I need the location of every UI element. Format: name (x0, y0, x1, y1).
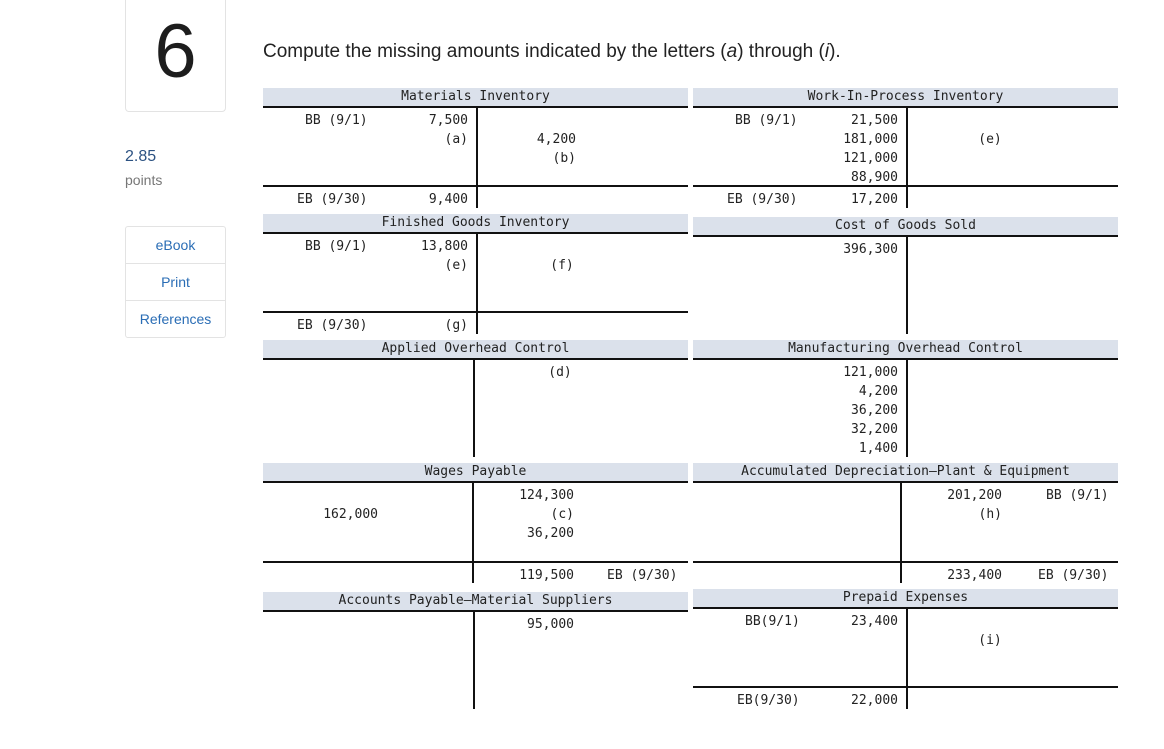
account-title: Finished Goods Inventory (263, 214, 688, 234)
account-title: Work-In-Process Inventory (693, 88, 1118, 108)
eb-label: EB (9/30) (1038, 568, 1109, 583)
debit-amount: 396,300 (843, 242, 898, 257)
t-divider (906, 360, 908, 457)
credit-amount: (i) (978, 633, 1002, 648)
bb-label: BB (9/1) (735, 113, 798, 128)
credit-amount: 124,300 (519, 488, 574, 503)
debit-amount: 32,200 (851, 422, 898, 437)
debit-amount: 88,900 (851, 170, 898, 185)
balance-line (263, 561, 688, 563)
points-value: 2.85 (125, 148, 157, 165)
debit-amount: (e) (444, 258, 468, 273)
t-divider (473, 360, 475, 457)
balance-line (693, 686, 1118, 688)
print-link[interactable]: Print (126, 264, 225, 301)
account-title: Prepaid Expenses (693, 589, 1118, 609)
credit-amount: (e) (978, 132, 1002, 147)
bb-label: BB (9/1) (1046, 488, 1109, 503)
t-divider (476, 234, 478, 334)
eb-amount: 22,000 (851, 693, 898, 708)
credit-amount: 36,200 (527, 526, 574, 541)
balance-line (263, 185, 688, 187)
eb-label: EB (9/30) (607, 568, 678, 583)
bb-label: BB (9/1) (305, 239, 368, 254)
points-label: points (125, 172, 163, 188)
account-title: Cost of Goods Sold (693, 217, 1118, 237)
resource-links (125, 226, 226, 338)
account-title: Manufacturing Overhead Control (693, 340, 1118, 360)
account-title: Accounts Payable—Material Suppliers (263, 592, 688, 612)
debit-amount: (a) (444, 132, 468, 147)
eb-amount: 9,400 (428, 192, 468, 207)
debit-amount: 121,000 (843, 365, 898, 380)
credit-amount: (h) (978, 507, 1002, 522)
debit-amount: 36,200 (851, 403, 898, 418)
debit-amount: 162,000 (323, 507, 378, 522)
credit-amount: 4,200 (536, 132, 576, 147)
bb-label: BB(9/1) (745, 614, 800, 629)
credit-amount: (d) (548, 365, 572, 380)
t-divider (906, 108, 908, 208)
question-number: 6 (154, 9, 197, 94)
debit-amount: 4,200 (858, 384, 898, 399)
eb-label: EB (9/30) (727, 192, 798, 207)
t-divider (472, 483, 474, 583)
eb-amount: 233,400 (947, 568, 1002, 583)
bb-label: BB (9/1) (305, 113, 368, 128)
debit-amount: 121,000 (843, 151, 898, 166)
eb-label: EB(9/30) (737, 693, 800, 708)
credit-amount: (f) (550, 258, 574, 273)
credit-amount: 95,000 (527, 617, 574, 632)
t-divider (900, 483, 902, 583)
ebook-link[interactable]: eBook (126, 227, 225, 264)
credit-amount: (b) (552, 151, 576, 166)
question-prompt: Compute the missing amounts indicated by the letters (a) through (i). (263, 41, 841, 62)
account-title: Accumulated Depreciation—Plant & Equipment (693, 463, 1118, 483)
t-divider (906, 237, 908, 334)
account-title: Wages Payable (263, 463, 688, 483)
debit-amount: 13,800 (421, 239, 468, 254)
eb-amount: 17,200 (851, 192, 898, 207)
debit-amount: 23,400 (851, 614, 898, 629)
t-divider (906, 609, 908, 709)
debit-amount: 7,500 (428, 113, 468, 128)
eb-amount: 119,500 (519, 568, 574, 583)
balance-line (263, 311, 688, 313)
credit-amount: (c) (550, 507, 574, 522)
references-link[interactable]: References (139, 311, 212, 327)
eb-amount: (g) (444, 318, 468, 333)
question-number-box (125, 0, 226, 112)
eb-label: EB (9/30) (297, 318, 368, 333)
credit-amount: 201,200 (947, 488, 1002, 503)
balance-line (693, 185, 1118, 187)
eb-label: EB (9/30) (297, 192, 368, 207)
debit-amount: 21,500 (851, 113, 898, 128)
account-title: Applied Overhead Control (263, 340, 688, 360)
debit-amount: 181,000 (843, 132, 898, 147)
t-divider (476, 108, 478, 208)
balance-line (693, 561, 1118, 563)
t-divider (473, 612, 475, 709)
account-title: Materials Inventory (263, 88, 688, 108)
debit-amount: 1,400 (858, 441, 898, 456)
